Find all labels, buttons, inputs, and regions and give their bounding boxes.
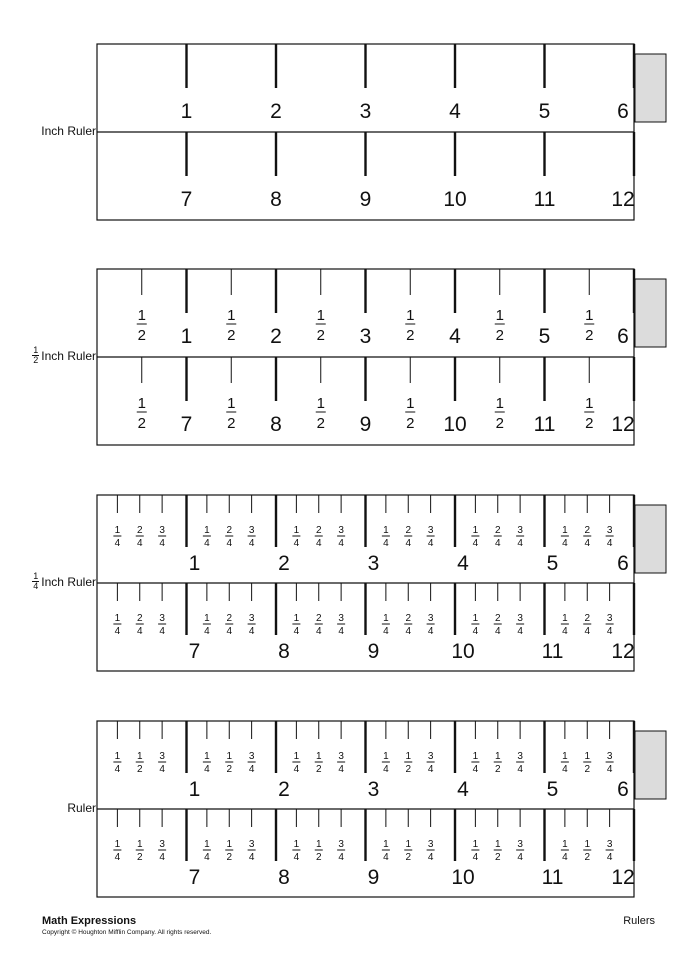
fraction-denominator: 4: [472, 538, 479, 549]
inch-number: 8: [278, 640, 290, 663]
fraction-denominator: 4: [606, 852, 613, 863]
inch-number: 4: [457, 778, 469, 801]
fraction-numerator: 3: [517, 839, 523, 850]
fraction-numerator: 1: [33, 345, 39, 355]
fraction-numerator: 1: [585, 307, 594, 324]
inch-number: 12: [611, 413, 635, 436]
fraction-denominator: 2: [227, 415, 236, 432]
fraction-numerator: 2: [405, 525, 412, 536]
fraction-denominator: 2: [315, 852, 322, 863]
fraction-denominator: 2: [405, 852, 412, 863]
ruler-quarter-inch: [0, 495, 700, 675]
fraction-numerator: 1: [472, 751, 479, 762]
fraction-denominator: 4: [204, 764, 210, 775]
fraction-denominator: 4: [204, 852, 210, 863]
fraction-numerator: 3: [517, 613, 523, 624]
ruler-label-text: Ruler: [67, 801, 96, 815]
fraction-denominator: 4: [114, 626, 121, 637]
fraction-denominator: 4: [226, 538, 233, 549]
ruler-tab: [635, 505, 666, 573]
fraction-numerator: 1: [585, 395, 594, 412]
inch-number: 12: [611, 188, 635, 211]
ruler-label-fraction: [32, 346, 39, 365]
fraction-denominator: 4: [494, 538, 501, 549]
inch-number: 10: [443, 413, 467, 436]
fraction-denominator: 4: [584, 626, 591, 637]
fraction-denominator: 4: [405, 538, 412, 549]
fraction-numerator: 3: [248, 751, 255, 762]
fraction-denominator: 4: [114, 764, 121, 775]
fraction-denominator: 4: [517, 626, 523, 637]
fraction-numerator: 1: [293, 839, 300, 850]
fraction-denominator: 4: [248, 852, 255, 863]
fraction-denominator: 4: [248, 764, 255, 775]
fraction-numerator: 3: [606, 613, 613, 624]
ruler-label: [32, 572, 96, 591]
inch-number: 7: [180, 413, 193, 436]
ruler-graphic: [0, 44, 700, 224]
ruler-label-text: Inch Ruler: [41, 124, 96, 138]
fraction-denominator: 2: [584, 764, 591, 775]
ruler-label-text: Inch Ruler: [41, 348, 96, 363]
fraction-numerator: 1: [406, 307, 415, 324]
fraction-denominator: 2: [494, 852, 501, 863]
inch-number: 10: [443, 188, 467, 211]
fraction-denominator: 4: [136, 538, 143, 549]
ruler-tab: [635, 54, 666, 122]
fraction-denominator: 2: [316, 327, 325, 344]
fraction-denominator: 4: [427, 764, 434, 775]
fraction-denominator: 4: [136, 626, 143, 637]
fraction-numerator: 2: [315, 613, 322, 624]
fraction-numerator: 2: [405, 613, 412, 624]
inch-number: 4: [449, 325, 461, 348]
fraction-numerator: 3: [338, 613, 344, 624]
fraction-numerator: 3: [606, 839, 613, 850]
ruler-label-fraction: [32, 572, 39, 591]
fraction-denominator: 4: [427, 852, 434, 863]
fraction-numerator: 2: [584, 525, 591, 536]
inch-number: 5: [546, 778, 559, 801]
footer-page-label: Rulers: [623, 915, 655, 927]
inch-number: 8: [278, 866, 290, 889]
fraction-denominator: 4: [606, 626, 613, 637]
fraction-denominator: 2: [405, 764, 412, 775]
inch-number: 12: [611, 866, 635, 889]
fraction-numerator: 2: [226, 613, 233, 624]
inch-number: 1: [188, 552, 201, 575]
fraction-numerator: 1: [584, 839, 591, 850]
fraction-numerator: 3: [517, 751, 523, 762]
fraction-numerator: 1: [472, 525, 479, 536]
fraction-denominator: 4: [315, 626, 322, 637]
fraction-denominator: 4: [606, 538, 613, 549]
fraction-numerator: 1: [315, 839, 322, 850]
inch-number: 3: [367, 778, 380, 801]
inch-number: 11: [533, 188, 556, 211]
fraction-denominator: 4: [338, 538, 344, 549]
fraction-numerator: 1: [495, 307, 504, 324]
inch-number: 7: [188, 866, 201, 889]
fraction-numerator: 3: [427, 751, 434, 762]
fraction-denominator: 2: [585, 327, 594, 344]
fraction-denominator: 4: [33, 581, 39, 591]
fraction-denominator: 2: [137, 415, 146, 432]
fraction-denominator: 4: [159, 626, 165, 637]
fraction-denominator: 4: [472, 626, 479, 637]
fraction-numerator: 1: [204, 525, 210, 536]
inch-number: 3: [367, 552, 380, 575]
inch-number: 10: [451, 866, 475, 889]
inch-number: 9: [367, 640, 380, 663]
fraction-denominator: 4: [204, 538, 210, 549]
fraction-numerator: 1: [495, 395, 504, 412]
ruler-graphic: [0, 269, 700, 449]
fraction-numerator: 1: [137, 307, 146, 324]
inch-number: 4: [449, 100, 461, 123]
fraction-numerator: 2: [226, 525, 233, 536]
inch-number: 9: [359, 188, 372, 211]
fraction-denominator: 4: [562, 764, 568, 775]
ruler-graphic: [0, 721, 700, 901]
inch-number: 2: [270, 325, 282, 348]
fraction-denominator: 2: [584, 852, 591, 863]
fraction-denominator: 2: [495, 327, 504, 344]
fraction-numerator: 1: [406, 395, 415, 412]
fraction-denominator: 4: [204, 626, 210, 637]
inch-number: 2: [278, 552, 290, 575]
fraction-denominator: 2: [137, 327, 146, 344]
fraction-denominator: 2: [495, 415, 504, 432]
fraction-numerator: 1: [315, 751, 322, 762]
fraction-numerator: 1: [472, 839, 479, 850]
inch-number: 1: [180, 100, 193, 123]
fraction-denominator: 2: [227, 327, 236, 344]
fraction-denominator: 4: [562, 626, 568, 637]
fraction-numerator: 1: [33, 571, 39, 581]
fraction-numerator: 1: [383, 751, 389, 762]
fraction-denominator: 2: [136, 852, 143, 863]
inch-number: 6: [617, 100, 629, 123]
fraction-denominator: 4: [248, 538, 255, 549]
fraction-denominator: 4: [114, 852, 121, 863]
fraction-denominator: 4: [562, 538, 568, 549]
inch-number: 5: [538, 100, 551, 123]
fraction-numerator: 2: [136, 613, 143, 624]
fraction-numerator: 1: [562, 751, 568, 762]
fraction-numerator: 1: [114, 839, 121, 850]
fraction-denominator: 4: [427, 538, 434, 549]
fraction-numerator: 3: [517, 525, 523, 536]
fraction-denominator: 4: [584, 538, 591, 549]
inch-number: 3: [359, 100, 372, 123]
fraction-numerator: 3: [159, 751, 165, 762]
fraction-numerator: 1: [562, 525, 568, 536]
fraction-denominator: 4: [338, 626, 344, 637]
fraction-numerator: 1: [204, 751, 210, 762]
inch-number: 6: [617, 552, 629, 575]
fraction-numerator: 1: [136, 751, 143, 762]
fraction-denominator: 2: [226, 764, 233, 775]
fraction-numerator: 3: [338, 839, 344, 850]
inch-number: 10: [451, 640, 475, 663]
footer-copyright: Copyright © Houghton Mifflin Company. All rights reserved.: [42, 929, 212, 936]
fraction-denominator: 4: [114, 538, 121, 549]
fraction-denominator: 4: [472, 852, 479, 863]
fraction-numerator: 1: [293, 525, 300, 536]
fraction-numerator: 1: [383, 839, 389, 850]
fraction-denominator: 4: [338, 764, 344, 775]
fraction-numerator: 1: [114, 751, 121, 762]
fraction-numerator: 2: [494, 613, 501, 624]
fraction-numerator: 3: [248, 525, 255, 536]
fraction-numerator: 1: [227, 307, 236, 324]
fraction-numerator: 3: [159, 613, 165, 624]
inch-number: 5: [538, 325, 551, 348]
inch-number: 11: [541, 866, 564, 889]
fraction-numerator: 3: [248, 613, 255, 624]
inch-number: 12: [611, 640, 635, 663]
fraction-numerator: 1: [316, 395, 325, 412]
fraction-denominator: 4: [159, 764, 165, 775]
fraction-denominator: 2: [585, 415, 594, 432]
fraction-denominator: 4: [248, 626, 255, 637]
fraction-numerator: 1: [494, 751, 501, 762]
fraction-denominator: 2: [406, 415, 415, 432]
fraction-denominator: 4: [517, 538, 523, 549]
inch-number: 5: [546, 552, 559, 575]
fraction-numerator: 1: [136, 839, 143, 850]
fraction-numerator: 1: [316, 307, 325, 324]
fraction-denominator: 2: [226, 852, 233, 863]
inch-number: 9: [367, 866, 380, 889]
fraction-denominator: 4: [383, 852, 389, 863]
ruler-label-text: Inch Ruler: [41, 574, 96, 589]
fraction-denominator: 2: [33, 355, 39, 365]
ruler-inch: [0, 44, 700, 224]
fraction-numerator: 1: [227, 395, 236, 412]
footer-title: Math Expressions: [42, 915, 137, 927]
fraction-numerator: 1: [383, 525, 389, 536]
fraction-denominator: 2: [315, 764, 322, 775]
fraction-numerator: 2: [315, 525, 322, 536]
fraction-denominator: 4: [293, 626, 300, 637]
inch-number: 11: [541, 640, 564, 663]
inch-number: 3: [359, 325, 372, 348]
inch-number: 1: [188, 778, 201, 801]
ruler-half-inch: [0, 269, 700, 449]
fraction-numerator: 1: [405, 751, 412, 762]
fraction-denominator: 2: [136, 764, 143, 775]
ruler-tab: [635, 279, 666, 347]
fraction-numerator: 1: [226, 751, 233, 762]
fraction-denominator: 2: [494, 764, 501, 775]
fraction-numerator: 1: [226, 839, 233, 850]
inch-number: 4: [457, 552, 469, 575]
fraction-numerator: 3: [338, 751, 344, 762]
fraction-numerator: 2: [494, 525, 501, 536]
fraction-numerator: 3: [427, 525, 434, 536]
inch-number: 8: [270, 188, 282, 211]
fraction-numerator: 1: [114, 613, 121, 624]
fraction-denominator: 4: [472, 764, 479, 775]
fraction-denominator: 4: [383, 764, 389, 775]
inch-number: 7: [188, 640, 201, 663]
fraction-numerator: 2: [584, 613, 591, 624]
inch-number: 7: [180, 188, 193, 211]
fraction-numerator: 1: [383, 613, 389, 624]
fraction-denominator: 4: [517, 852, 523, 863]
fraction-denominator: 4: [405, 626, 412, 637]
fraction-numerator: 3: [427, 839, 434, 850]
ruler-label: [32, 346, 96, 365]
fraction-numerator: 3: [606, 525, 613, 536]
fraction-denominator: 4: [427, 626, 434, 637]
inch-number: 9: [359, 413, 372, 436]
fraction-denominator: 4: [494, 626, 501, 637]
inch-number: 11: [533, 413, 556, 436]
fraction-denominator: 4: [315, 538, 322, 549]
inch-number: 1: [180, 325, 193, 348]
fraction-denominator: 4: [293, 852, 300, 863]
fraction-denominator: 4: [293, 764, 300, 775]
fraction-denominator: 4: [159, 538, 165, 549]
fraction-denominator: 4: [383, 626, 389, 637]
fraction-numerator: 1: [562, 613, 568, 624]
fraction-denominator: 4: [562, 852, 568, 863]
fraction-denominator: 4: [517, 764, 523, 775]
fraction-numerator: 3: [427, 613, 434, 624]
fraction-denominator: 2: [316, 415, 325, 432]
fraction-denominator: 4: [226, 626, 233, 637]
inch-number: 6: [617, 778, 629, 801]
fraction-numerator: 1: [204, 613, 210, 624]
fraction-numerator: 1: [293, 751, 300, 762]
fraction-numerator: 1: [562, 839, 568, 850]
fraction-denominator: 4: [383, 538, 389, 549]
fraction-numerator: 3: [159, 839, 165, 850]
fraction-numerator: 1: [114, 525, 121, 536]
ruler-graphic: [0, 495, 700, 675]
inch-number: 6: [617, 325, 629, 348]
ruler-label: [67, 801, 96, 815]
inch-number: 2: [270, 100, 282, 123]
fraction-denominator: 4: [338, 852, 344, 863]
fraction-numerator: 1: [137, 395, 146, 412]
inch-number: 2: [278, 778, 290, 801]
ruler-label: [41, 124, 96, 138]
fraction-numerator: 1: [293, 613, 300, 624]
fraction-numerator: 3: [248, 839, 255, 850]
fraction-numerator: 3: [338, 525, 344, 536]
ruler-full: [0, 721, 700, 901]
fraction-denominator: 2: [406, 327, 415, 344]
fraction-numerator: 2: [136, 525, 143, 536]
fraction-numerator: 1: [494, 839, 501, 850]
ruler-tab: [635, 731, 666, 799]
fraction-numerator: 1: [204, 839, 210, 850]
fraction-denominator: 4: [159, 852, 165, 863]
fraction-denominator: 4: [293, 538, 300, 549]
fraction-denominator: 4: [606, 764, 613, 775]
fraction-numerator: 3: [159, 525, 165, 536]
fraction-numerator: 1: [584, 751, 591, 762]
fraction-numerator: 3: [606, 751, 613, 762]
fraction-numerator: 1: [472, 613, 479, 624]
fraction-numerator: 1: [405, 839, 412, 850]
inch-number: 8: [270, 413, 282, 436]
